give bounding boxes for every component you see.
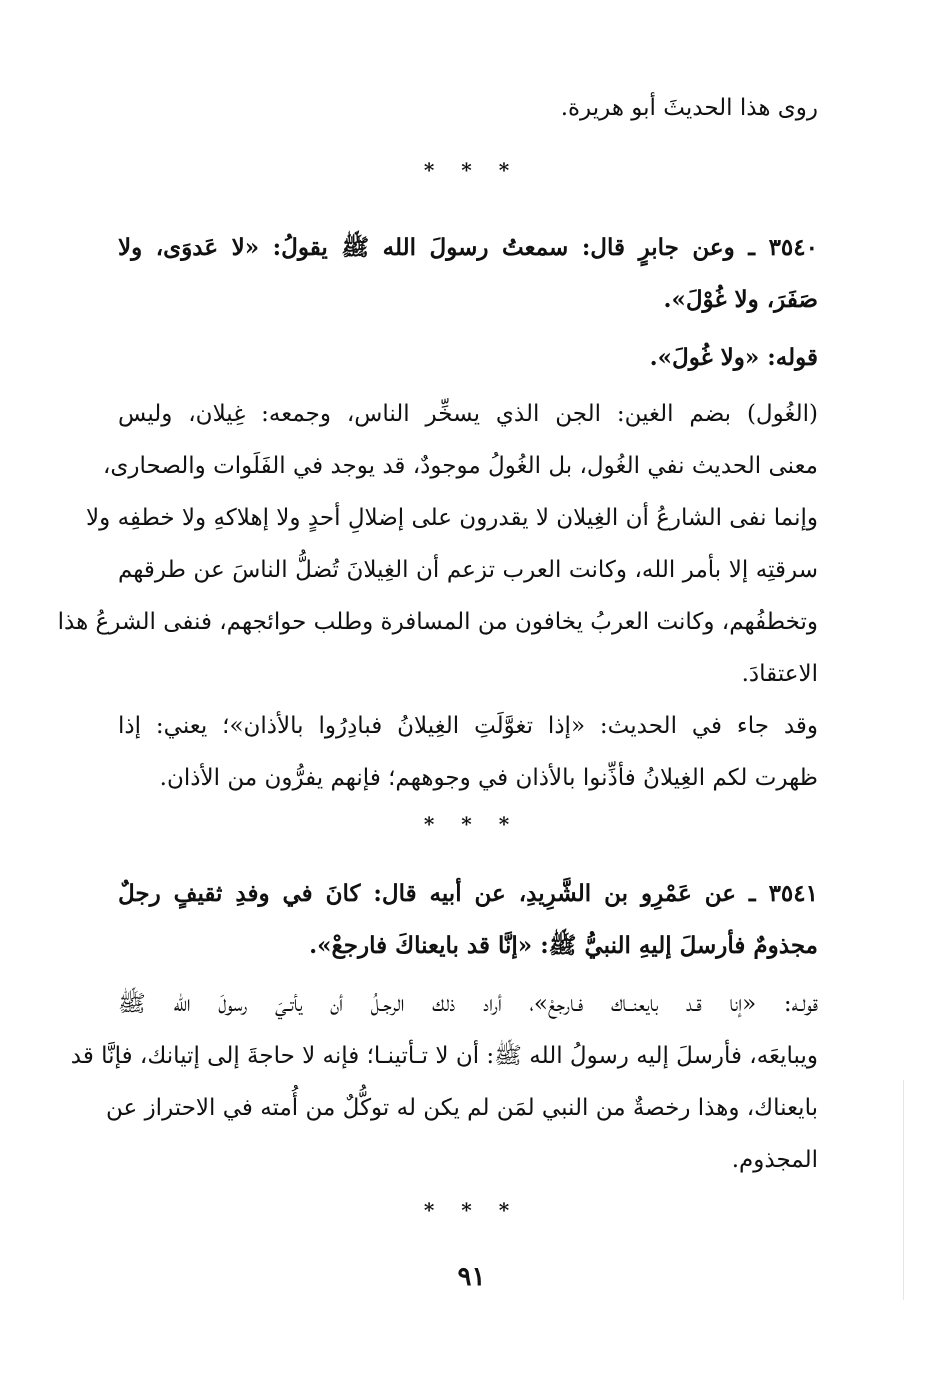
page-number: ٩١	[457, 1262, 486, 1292]
hadith-3540-line-2: صَفَرَ، ولا غُوْلَ».	[663, 286, 818, 313]
commentary-3541	[70, 978, 818, 1186]
intro-line: روى هذا الحديثَ أبو هريرة.	[560, 95, 818, 121]
hadith-3540	[118, 222, 818, 326]
scan-edge-mark	[903, 1080, 904, 1300]
section-separator-2: * * *	[423, 812, 520, 836]
paragraph-line: معنى الحديث نفي الغُول، بل الغُولُ موجودٌ، قد يوجد في الفَلَوات والصحارى،	[102, 453, 818, 479]
paragraph-line: قولـه: «إنا قـد بايعنــاك فـارجعْ»، أراد ذلك الرجـلُ أن يأتـيَ رسولَ الله ﷺ	[118, 991, 818, 1017]
paragraph-line: وتخطفُهم، وكانت العربُ يخافون من المسافرة وطلب حوائجهم، فنفى الشرعُ هذا	[57, 609, 818, 635]
intro-text	[118, 82, 818, 134]
commentary-3540-paragraph-2	[118, 700, 818, 804]
section-separator-3: * * *	[423, 1198, 520, 1222]
paragraph-line: سرقتِه إلا بأمر الله، وكانت العرب تزعم أن الغِيلانَ تُضلُّ الناسَ عن طرقهم	[118, 557, 818, 583]
paragraph-line: المجذوم.	[731, 1147, 818, 1173]
hadith-3541-line-1: ٣٥٤١ ـ عن عَمْرِو بن الشَّرِيدِ، عن أبيه قال: كانَ في وفدِ ثقيفٍ رجلٌ	[118, 880, 818, 907]
paragraph-line: بايعناك، وهذا رخصةٌ من النبي لمَن لم يكن له توكُّلٌ من أُمته في الاحتراز عن	[106, 1095, 818, 1121]
hadith-3541-line-2: مجذومٌ فأرسلَ إليهِ النبيُّ ﷺ: «إنَّا قد بايعناكَ فارجعْ».	[309, 932, 818, 959]
paragraph-line: وإنما نفى الشارعُ أن الغِيلان لا يقدرون على إضلالِ أحدٍ ولا إهلاكهِ ولا خطفِه ولا	[86, 505, 818, 531]
commentary-heading-line: قوله: «ولا غُولَ».	[649, 344, 818, 371]
commentary-3540-heading	[118, 332, 818, 384]
commentary-3540-paragraph-1	[57, 388, 818, 700]
paragraph-line: وقد جاء في الحديث: «إذا تغوَّلَتِ الغِيلانُ فبادِرُوا بالأذان»؛ يعني: إذا	[118, 713, 818, 739]
paragraph-line: ويبايعَه، فأرسلَ إليه رسولُ الله ﷺ: أن لا تـأتينـا؛ فإنه لا حاجةَ إلى إتيانك، فإنَّا قد	[70, 1043, 818, 1069]
paragraph-line: ظهرت لكم الغِيلانُ فأذِّنوا بالأذان في وجوههم؛ فإنهم يفرُّون من الأذان.	[159, 765, 818, 791]
hadith-3540-line-1: ٣٥٤٠ ـ وعن جابرٍ قال: سمعتُ رسولَ الله ﷺ يقولُ: «لا عَدوَى، ولا	[118, 234, 818, 261]
section-separator-1: * * *	[423, 158, 520, 182]
paragraph-line: الاعتقادَ.	[741, 661, 818, 687]
hadith-3541	[118, 868, 818, 972]
paragraph-line: (الغُول) بضم الغين: الجن الذي يسخِّر الناس، وجمعه: غِيلان، وليس	[118, 401, 818, 427]
